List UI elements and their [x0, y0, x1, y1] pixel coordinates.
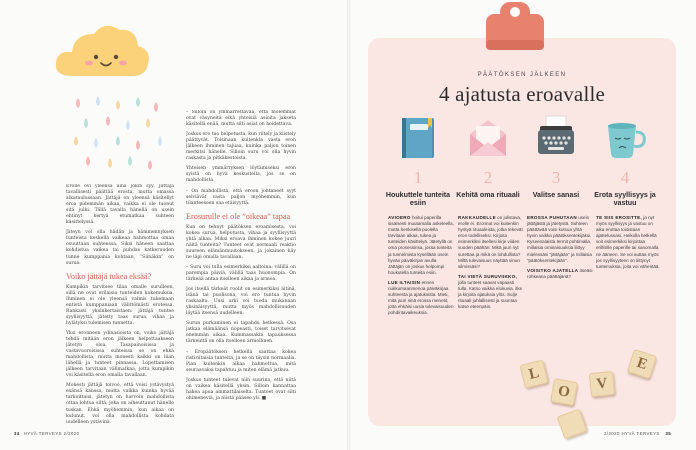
- tip-body: itseäsi rohkeana päättäjänä?: [527, 267, 593, 279]
- tip-title: Kehitä oma rituaali: [456, 191, 520, 199]
- tip-number: 3: [551, 168, 561, 187]
- article-paragraph: Yhteisen ymmärryksen löytämiseksi eron syistä on hyvä keskustella, jos se on mahdollista.: [186, 166, 296, 184]
- article-paragraph: Kun on tehnyt päätöksen eroamisesta, voi kokea surua, helpotusta, vihaa ja syyllisyyttä yhtä aikaa. Miksi eroava ihminen kokee juuri näitä tunteita? Tunteet ovat normaali reaktio suureen elämänmuutokseen, ja jokainen käy ne läpi omalla tavallaan.: [186, 224, 296, 260]
- tip-text-3: [527, 215, 593, 284]
- article-paragraph: Yksi eronneen ydinasioista on, voiko jättäjä tehdä mitään eron jälkeen helpottaakseen jätetyn oloa. Tasapainoisissa ja vastavuoroisissa suhteissa se on ehkä mahdollista, mutta monesti kaikki on liian lähellä ja tunteet pinnassa. Lopettamisen jälkeen tarvitaan välimatkaa, jotta kumpikin voi käsitellä eron omalla tavallaan.: [66, 330, 174, 379]
- lead-in: AVIOERO: [388, 215, 411, 220]
- tip-body: jolla tunteet saavat vapaasti tulla. Katso vaikka elokuvia, itke ja kirjoita ajatuksia ylös. Sulje rituaali juhlallisesti ja suuntaa katse eteenpäin.: [458, 279, 523, 310]
- tip-number: 2: [483, 168, 493, 187]
- section-heading: Erosurulle ei ole ”oikeaa” tapaa: [186, 211, 291, 221]
- article-paragraph: Jos itsellä tärkeät roolit on esimerkiksi äitinä, isänä tai puolisona, voi ero tuntua hyvin raskaalta. Uusi arki voi tuoda mukanaan yksinäisyyttä, mutta myös mahdollisuuden löytää itsensä uudelleen.: [186, 287, 296, 317]
- tip-body: hoitui paperilla sisäisesti muutamalla askeleella, mutta henkisellä puolella tarvitaan aikaa, tukea ja tunteiden käsittelyä. Jätetyllä on oma prosessinsa, jossa tunteita ja tunnelmista kysellään usein hyvän päiväkirjan avulla. Jättäjän on joskus helpompi houkutella tunteita esiin.: [388, 215, 454, 275]
- lead-in: TAI VIETÄ SURUVIIKKO,: [458, 273, 518, 279]
- tip-body: usein jättäjästä ja jätetystä. Suhteen päättävää voisi kutsua yhtä hyvin vaikka päätöksentekijäksi. Kyseenalaista termit pohtimalla, millaisia ominaisuuksia liittyy mielessäsi ”jättäjään” ja millaisia ”päätöksentekijään”.: [527, 215, 592, 263]
- tip-number: 1: [413, 168, 423, 187]
- notebook-icon: [394, 112, 442, 162]
- tip-text-4: [596, 215, 662, 274]
- article-paragraph: Erolle ovi yleensä aina jokin syy. Jättäjä tavallisesti päättää erosta, mutta omassa aikataulussaan. Jättäjä on yleensä käsitellyt eroa pidemmän aikaa, vaikka ei ole tuonut sitä julki. Tällä tavalla hänellä on usein ehtinyt kertyä etumatkaa suhteen käsittelyssä.: [66, 184, 174, 226]
- box-kicker: PÄÄTÖKSEN JÄLKEEN: [477, 72, 567, 78]
- tip-number: 4: [620, 168, 630, 187]
- cloud-illustration: [52, 22, 152, 80]
- article-paragraph: – Suru voi tulla esimerkiksi aaltoina: välillä on parempia päiviä, välillä taas huonompia. On tärkeää antaa itselleen aikaa ja armoa.: [186, 264, 296, 283]
- left-text-column-2: [186, 110, 296, 428]
- page-number: 34: [14, 431, 20, 436]
- left-page-footer: [14, 431, 79, 436]
- tip-text-1: [388, 215, 454, 321]
- tip-text-2: [458, 215, 524, 314]
- tip-title: Houkuttele tunteita esiin: [385, 191, 451, 208]
- letter-tile: V: [589, 371, 615, 397]
- right-page-footer: [604, 431, 671, 436]
- article-paragraph: Jäteyn vol olla hädän ja hämmennyksen tunteista keskellä vaikeaa hahmottaa omaa osuuttaan suhteessa. Siksi häneen saattaa kohdistua vaikea tai puhdas katkeruuden tunne kumppania kohtaan, ”Siinäkin” on surua.: [66, 230, 174, 266]
- clipboard-clip-icon: [482, 0, 548, 56]
- lead-in: LUE ILTAISIN: [388, 279, 421, 285]
- lead-in: TE SIIS EROSITTE,: [596, 215, 643, 220]
- lead-in: RAKKAUDELLE: [458, 215, 496, 220]
- left-text-column-1: [66, 184, 174, 424]
- magazine-issue: 2/2020 HYVÄ TERVEYS: [604, 431, 660, 436]
- lead-in: EROSSA PUHUTAAN: [527, 215, 577, 220]
- page-number: 35: [665, 431, 672, 436]
- article-paragraph: – Silloin on ymmärrettävää, että molemmat ovat väsyneitä eikä yhteisiä asioita jakseta käsitellä enää, mutta silti asiat on hoidettava.: [186, 110, 296, 128]
- tip-title: Erota syyllisyys ja vastuu: [594, 191, 656, 208]
- magazine-issue: HYVÄ TERVEYS 2/2020: [23, 431, 80, 436]
- letter-tile: O: [550, 378, 578, 406]
- article-paragraph: Surun purkaminen ei tapahdu hetkessä. Osa jatkaa elämäänsä nopeasti, toiset tarvitsevat enemmän aikaa. Kummassakin tapauksessa tärkeintä on olla itselleen armollinen.: [186, 321, 296, 345]
- article-paragraph: – Eropäätöksen hetkellä saattaa kokea ristiriitaisia tunteita, ja se on täysin normaalia. Pian kuitenkin alkaa hahmottua, mitä seuraavaksi tapahtuu ja miten elämä jatkuu.: [186, 349, 296, 373]
- coffee-cup-icon: [600, 112, 648, 162]
- raindrops-illustration: [64, 94, 174, 180]
- article-paragraph: Joskus ero tuo helpotusta, kun riitely ja kiistely päättyvät. Toisinaan kuitenkin vasta eron jälkeen ihminen tajuaa, kuinka paljon toinen merkitsi hänelle. Silloin suru voi olla hyvin raskasta ja pitkäkestoista.: [186, 132, 296, 162]
- article-paragraph: Monesti jättäjä toivoo, että voisi ystävystyä exänsä kanssa, mutta vaikka kuinka hyvää tarkoittaisi, jätetyn on harvoin mahdollista ottaa lohtua siltä, joka on aiheuttanut hänelle tuskan. Ehkä myöhemmin, kun aikaa on kulunut, voi olla mahdollista kohdata uudelleen ystävinä.: [66, 383, 174, 424]
- tip-body: on julistava, erolle ei. Eronnut voi kuitenkin hyötyä rituaaleista, jotka tekevät eron todelliseksi. Kirjoita esimerkiksi itsellesi kirje viiden vuoden päähän: Mikä juuri nyt surettaa ja mikä on lohdullista? Miltä tulevaisuus näyttää sinun silmissäsi?: [458, 215, 523, 269]
- letter-tile: E: [627, 349, 657, 379]
- letter-tile: L: [519, 359, 548, 388]
- typewriter-icon: [532, 112, 580, 162]
- article-paragraph: – On mahdollista, että eroon johtaneet syyt selviävät vasta paljon myöhemmin, kun tilanteeseen saa etäisyyttä.: [186, 188, 296, 206]
- envelope-icon: [464, 112, 512, 162]
- tip-body: ja nyt myös syyllisyys ja vastuu on aika erottaa toisistaan ajattelussasi. Heikolla hetkellä voit esimerkiksi kirjoittaa erillisille paperille tai sanomalla ne ääneen. Se voi auttaa myös jos syyllisyyteen on liittynyt tuntemuksia, joita voi vähentää.: [596, 215, 660, 269]
- box-headline: 4 ajatusta eroavalle: [438, 82, 606, 106]
- article-paragraph: Kumpikin tarvitsee tilaa omalle surulleen, sillä ne ovat erilaisia tunteiden kokemuksia. Ihminen ei ole yleensä valmis tukemaan entistä kumppaniaan välittömästi erotessa. Rankasti yksinkertaistaen: jättäjä tuntee syyllisyyttä, jätetty taas surua, vihaa ja hylätyksi tulemisen tunnetta.: [66, 284, 174, 326]
- lead-in: VOISITKO AJATELLA: [527, 267, 579, 273]
- tip-body: ennen nukkumaanmenoa päiväkirjaa suhteesta ja ajatuksista. Mieti, mitä juuri sinä erossa menetit, jotta ehkäisi uusia tulevaisuuden pohdintavaikeuksia.: [388, 279, 454, 316]
- section-heading: Voiko jättäjä tukea eksää?: [66, 271, 152, 281]
- article-paragraph: Joskus tunteet tulevat niin suurina, että niitä on vaikea käsitellä yksin. Silloin kannattaa hakea apua ammattilaiselta. Tunteet ovat silti ohimeneviä, ja niistä pääsee yli. ■: [186, 377, 296, 401]
- tip-title: Valitse sanasi: [532, 191, 580, 199]
- page-gutter: [347, 0, 350, 450]
